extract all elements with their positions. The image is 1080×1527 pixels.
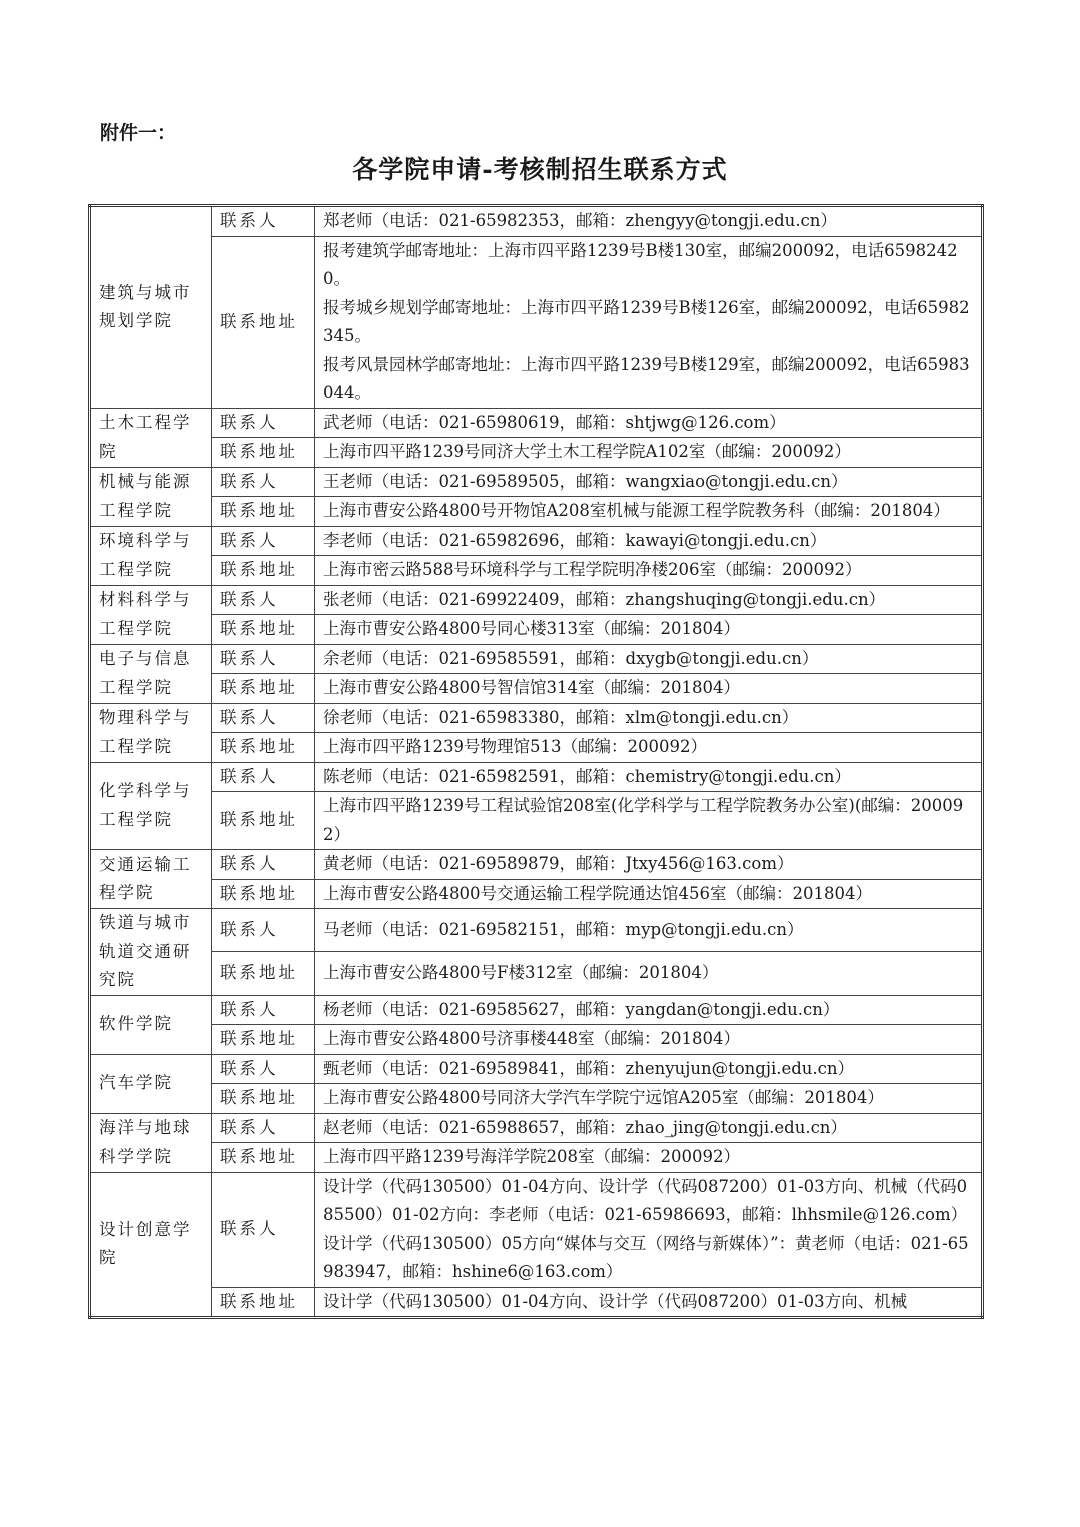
contact-label: 联系人: [212, 467, 315, 497]
table-row: [90, 585, 983, 615]
page-title: 各学院申请-考核制招生联系方式: [352, 155, 728, 184]
table-row: [90, 674, 983, 704]
address-label: 联系地址: [212, 615, 315, 645]
table-row: [90, 703, 983, 733]
address-line: 上海市四平路1239号同济大学土木工程学院A102室（邮编：200092）: [323, 442, 851, 461]
table-row: [90, 206, 983, 237]
address-line: 上海市四平路1239号海洋学院208室（邮编：200092）: [323, 1147, 740, 1166]
college-name: 材料科学与工程学院: [90, 585, 212, 644]
contact-label: 联系人: [212, 995, 315, 1025]
address-line: 报考城乡规划学邮寄地址：上海市四平路1239号B楼126室，邮编200092，电话65982345。: [323, 297, 970, 345]
table-row: [90, 644, 983, 674]
address-label: 联系地址: [212, 556, 315, 586]
address-info: [315, 674, 983, 704]
address-line: 上海市曹安公路4800号同心楼313室（邮编：201804）: [323, 619, 740, 638]
table-row: [90, 762, 983, 792]
contact-line: 李老师（电话：021-65982696，邮箱：kawayi@tongji.edu.cn）: [323, 530, 827, 550]
contact-info: [315, 1054, 983, 1084]
contact-line: 陈老师（电话：021-65982591，邮箱：chemistry@tongji.edu.cn）: [323, 766, 851, 786]
contact-label: 联系人: [212, 1054, 315, 1084]
address-label: 联系地址: [212, 674, 315, 704]
table-row: [90, 526, 983, 556]
address-line: 上海市曹安公路4800号智信馆314室（邮编：201804）: [323, 678, 740, 697]
contact-line: 郑老师（电话：021-65982353，邮箱：zhengyy@tongji.edu.cn）: [323, 211, 837, 230]
contact-label: 联系人: [212, 526, 315, 556]
college-name: 海洋与地球科学学院: [90, 1113, 212, 1172]
contact-info: [315, 206, 983, 237]
table-row: [90, 1143, 983, 1173]
contact-label: 联系人: [212, 909, 315, 952]
college-name: 交通运输工程学院: [90, 850, 212, 909]
address-label: 联系地址: [212, 1143, 315, 1173]
contact-label: 联系人: [212, 1172, 315, 1287]
contact-line: 马老师（电话：021-69582151，邮箱：myp@tongji.edu.cn）: [323, 919, 804, 939]
college-name: 环境科学与工程学院: [90, 526, 212, 585]
contact-line: 甄老师（电话：021-69589841，邮箱：zhenyujun@tongji.edu.cn）: [323, 1058, 855, 1078]
table-row: [90, 909, 983, 952]
college-name: 汽车学院: [90, 1054, 212, 1113]
contact-label: 联系人: [212, 703, 315, 733]
college-name: 机械与能源工程学院: [90, 467, 212, 526]
contact-line: 黄老师（电话：021-69589879，邮箱：Jtxy456@163.com）: [323, 854, 794, 873]
college-name: 土木工程学院: [90, 408, 212, 467]
address-line: 上海市曹安公路4800号济事楼448室（邮编：201804）: [323, 1029, 740, 1048]
annex-label: 附件一：: [100, 122, 177, 144]
address-info: [315, 1287, 983, 1318]
address-info: [315, 733, 983, 763]
contact-line: 张老师（电话：021-69922409，邮箱：zhangshuqing@tongji.edu.cn）: [323, 589, 886, 609]
contact-info: [315, 585, 983, 615]
table-row: [90, 497, 983, 527]
table-row: [90, 615, 983, 645]
table-row: [90, 556, 983, 586]
contact-label: 联系人: [212, 585, 315, 615]
address-info: [315, 615, 983, 645]
table-row: [90, 733, 983, 763]
college-name: 建筑与城市规划学院: [90, 206, 212, 409]
college-name: 电子与信息工程学院: [90, 644, 212, 703]
college-name: 软件学院: [90, 995, 212, 1054]
address-line: 上海市曹安公路4800号F楼312室（邮编：201804）: [323, 963, 719, 983]
address-info: [315, 1143, 983, 1173]
table-row: [90, 952, 983, 995]
contact-info: [315, 703, 983, 733]
address-line: 上海市曹安公路4800号开物馆A208室机械与能源工程学院教务科（邮编：201804）: [323, 501, 950, 520]
contact-info: [315, 762, 983, 792]
table-row: [90, 1172, 983, 1287]
contact-info: [315, 644, 983, 674]
address-line: 上海市曹安公路4800号同济大学汽车学院宁远馆A205室（邮编：201804）: [323, 1088, 884, 1107]
contact-info: [315, 467, 983, 497]
table-row: [90, 408, 983, 438]
table-row: [90, 1025, 983, 1055]
address-label: 联系地址: [212, 1084, 315, 1114]
table-row: [90, 850, 983, 880]
contact-line: 设计学（代码130500）01-04方向、设计学（代码087200）01-03方向、机械（代码085500）01-02方向：李老师（电话：021-65986693，邮箱：lhhsmile@126.com）: [323, 1176, 968, 1224]
college-name: 铁道与城市轨道交通研究院: [90, 909, 212, 996]
contact-label: 联系人: [212, 850, 315, 880]
address-line: 上海市密云路588号环境科学与工程学院明净楼206室（邮编：200092）: [323, 560, 862, 579]
address-label: 联系地址: [212, 792, 315, 850]
contact-line: 王老师（电话：021-69589505，邮箱：wangxiao@tongji.edu.cn）: [323, 471, 848, 491]
contact-label: 联系人: [212, 206, 315, 237]
table-row: [90, 1287, 983, 1318]
contact-label: 联系人: [212, 762, 315, 792]
address-label: 联系地址: [212, 879, 315, 909]
address-line: 上海市四平路1239号物理馆513（邮编：200092）: [323, 737, 707, 756]
contact-label: 联系人: [212, 644, 315, 674]
contact-table-body: [90, 206, 983, 1318]
contact-info: [315, 1172, 983, 1287]
table-row: [90, 1113, 983, 1143]
address-label: 联系地址: [212, 236, 315, 408]
address-label: 联系地址: [212, 497, 315, 527]
address-line: 设计学（代码130500）01-04方向、设计学（代码087200）01-03方向、机械: [323, 1291, 908, 1311]
contact-line: 余老师（电话：021-69585591，邮箱：dxygb@tongji.edu.cn）: [323, 648, 819, 668]
contact-line: 杨老师（电话：021-69585627，邮箱：yangdan@tongji.edu.cn）: [323, 999, 840, 1019]
contact-label: 联系人: [212, 1113, 315, 1143]
table-row: [90, 438, 983, 468]
contact-info: [315, 526, 983, 556]
contact-line: 设计学（代码130500）05方向“媒体与交互（网络与新媒体）”：黄老师（电话：021-65983947，邮箱：hshine6@163.com）: [323, 1233, 969, 1281]
college-name: 化学科学与工程学院: [90, 762, 212, 850]
contact-line: 武老师（电话：021-65980619，邮箱：shtjwg@126.com）: [323, 412, 786, 432]
contact-info: [315, 850, 983, 880]
contact-table: [88, 204, 984, 1319]
address-info: [315, 236, 983, 408]
address-info: [315, 556, 983, 586]
address-label: 联系地址: [212, 1287, 315, 1318]
address-line: 上海市四平路1239号工程试验馆208室(化学科学与工程学院教务办公室)(邮编：200092）: [323, 796, 964, 844]
table-row: [90, 1054, 983, 1084]
address-line: 上海市曹安公路4800号交通运输工程学院通达馆456室（邮编：201804）: [323, 883, 872, 903]
college-name: 设计创意学院: [90, 1172, 212, 1318]
address-info: [315, 1084, 983, 1114]
table-row: [90, 467, 983, 497]
address-info: [315, 792, 983, 850]
contact-info: [315, 408, 983, 438]
address-label: 联系地址: [212, 1025, 315, 1055]
address-label: 联系地址: [212, 733, 315, 763]
table-row: [90, 879, 983, 909]
table-row: [90, 995, 983, 1025]
table-row: [90, 236, 983, 408]
contact-label: 联系人: [212, 408, 315, 438]
contact-info: [315, 995, 983, 1025]
contact-info: [315, 1113, 983, 1143]
address-line: 报考建筑学邮寄地址：上海市四平路1239号B楼130室，邮编200092，电话65982420。: [323, 240, 958, 288]
address-line: 报考风景园林学邮寄地址：上海市四平路1239号B楼129室，邮编200092，电话65983044。: [323, 354, 970, 402]
address-info: [315, 438, 983, 468]
address-label: 联系地址: [212, 438, 315, 468]
address-info: [315, 497, 983, 527]
contact-line: 徐老师（电话：021-65983380，邮箱：xlm@tongji.edu.cn）: [323, 707, 799, 727]
table-row: [90, 792, 983, 850]
address-info: [315, 952, 983, 995]
address-info: [315, 1025, 983, 1055]
college-name: 物理科学与工程学院: [90, 703, 212, 762]
contact-line: 赵老师（电话：021-65988657，邮箱：zhao_jing@tongji.edu.cn）: [323, 1117, 847, 1137]
address-label: 联系地址: [212, 952, 315, 995]
address-info: [315, 879, 983, 909]
table-row: [90, 1084, 983, 1114]
contact-info: [315, 909, 983, 952]
